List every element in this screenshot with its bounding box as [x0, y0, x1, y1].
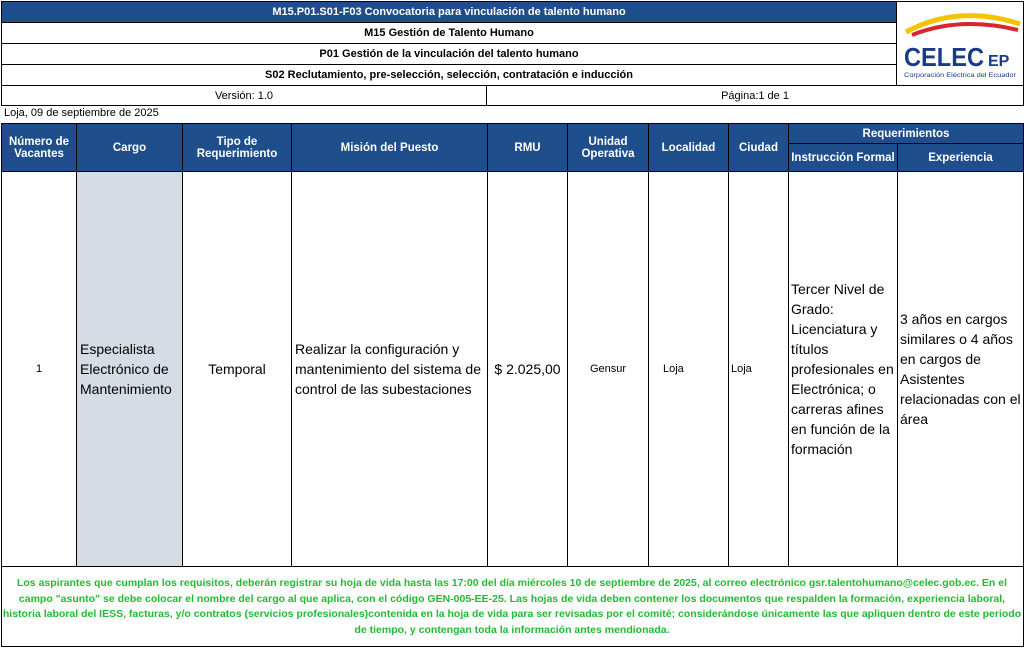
cell-city: Loja	[729, 172, 789, 567]
cell-vacancies: 1	[2, 172, 77, 567]
header-position: Cargo	[77, 124, 183, 172]
header-experience: Experiencia	[898, 144, 1024, 172]
celec-ep-logo	[898, 2, 1023, 82]
header-vacancies: Número de Vacantes	[2, 124, 77, 172]
process: P01 Gestión de la vinculación del talento humano	[2, 44, 897, 65]
cell-mission: Realizar la configuración y mantenimiento del sistema de control de las subestaciones	[292, 172, 488, 567]
application-instructions: Los aspirantes que cumplan los requisitos, deberán registrar su hoja de vida hasta las 17:00 del día miércoles 10 de septiembre de 2025, al correo electrónico gsr.talentohumano@celec.gob.ec. En el campo "asunto" se debe colocar el nombre del cargo al que aplica, con el código GEN-005-EE-25. Las hojas de vida deben contener los documentos que respalden la formación, experiencia laboral, historia laboral del IESS, facturas, y/o contratos (servicios profesionales)contenida en la hoja de vida para ser revisadas por el comité; considerándose únicamente las que apliquen dentro de este periodo de tiempo, y contengan toda la información antes mendionada.	[2, 577, 1022, 636]
logo-swoosh-red	[912, 24, 1018, 35]
header-education: Instrucción Formal	[789, 144, 898, 172]
header-requirements: Requerimientos	[789, 124, 1024, 144]
cell-rmu: $ 2.025,00	[488, 172, 568, 567]
document-header	[1, 1, 1024, 106]
header-mission: Misión del Puesto	[292, 124, 488, 172]
logo-tagline: Corporación Eléctrica del Ecuador	[903, 72, 1017, 79]
cell-unit: Gensur	[568, 172, 649, 567]
logo-brand: CELEC	[903, 42, 984, 72]
cell-locality: Loja	[649, 172, 729, 567]
form-title: M15.P01.S01-F03 Convocatoria para vinculación de talento humano	[2, 2, 897, 23]
version: Versión: 1.0	[2, 86, 487, 106]
cell-experience: 3 años en cargos similares o 4 años en cargos de Asistentes relacionadas con el área	[898, 172, 1024, 567]
date-line: Loja, 09 de septiembre de 2025	[4, 107, 159, 119]
cell-education: Tercer Nivel de Grado: Licenciatura y títulos profesionales en Electrónica; o carreras afines en función de la formación	[789, 172, 898, 567]
cell-position: Especialista Electrónico de Mantenimiento	[77, 172, 183, 567]
macro-process: M15 Gestión de Talento Humano	[2, 23, 897, 44]
header-requirement-type: Tipo de Requerimiento	[183, 124, 292, 172]
cell-requirement-type: Temporal	[183, 172, 292, 567]
header-city: Ciudad	[729, 124, 789, 172]
header-locality: Localidad	[649, 124, 729, 172]
table-row	[2, 172, 1024, 567]
subprocess: S02 Reclutamiento, pre-selección, selección, contratación e inducción	[2, 65, 897, 86]
page-number: Página:1 de 1	[487, 86, 1024, 106]
vacancy-table	[1, 123, 1024, 647]
header-rmu: RMU	[488, 124, 568, 172]
logo-suffix: EP	[987, 53, 1009, 70]
logo-cell	[897, 2, 1024, 86]
header-unit: Unidad Operativa	[568, 124, 649, 172]
